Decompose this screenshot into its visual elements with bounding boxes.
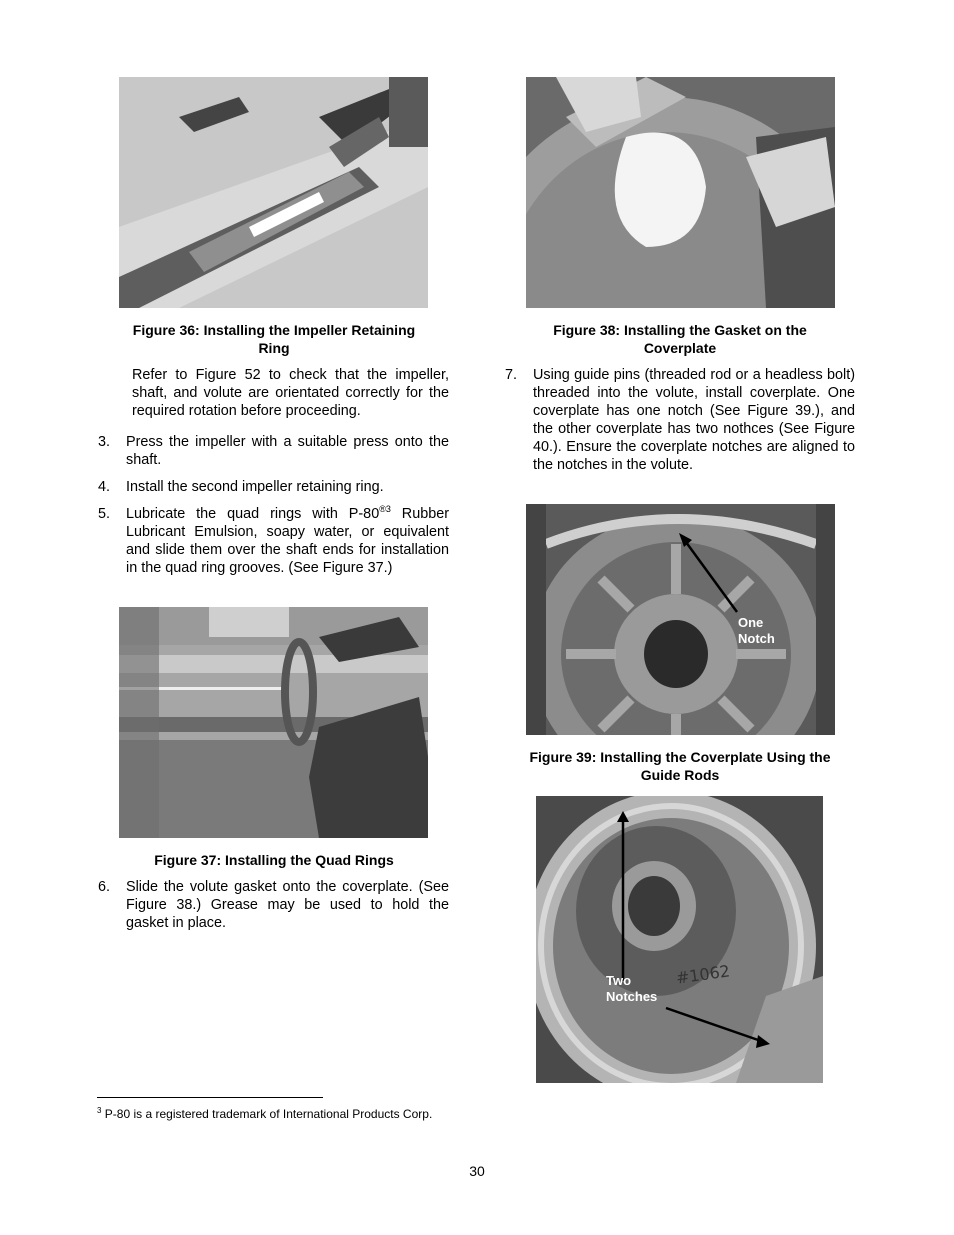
step-text-part: Lubricate the quad rings with P-80 — [126, 506, 380, 522]
figure-39-image — [526, 504, 835, 735]
step-text-part: Rubber Lubricant Emulsion, soapy water, or equivalent and slide them over the shaft ends for installation in the quad ring grooves. (See Figure 37.) — [126, 506, 450, 576]
intro-paragraph: Refer to Figure 52 to check that the impeller, shaft, and volute are orientated correctly for the required rotation before proceeding. — [132, 367, 449, 419]
caption-line: Figure 38: Installing the Gasket on the — [553, 322, 807, 338]
figure-40-image — [536, 796, 823, 1083]
footnote-text: P-80 is a registered trademark of International Products Corp. — [101, 1107, 433, 1121]
two-notches-label — [606, 973, 657, 1005]
figure-38-image — [526, 77, 835, 308]
step-number: 7. — [505, 367, 518, 383]
step-number: 5. — [98, 506, 111, 522]
step-number: 3. — [98, 434, 111, 450]
step-5 — [98, 505, 449, 595]
step-text: Using guide pins (threaded rod or a headless bolt) threaded into the volute, install coverplate. One coverplate has one notch (See Figure 39.), and the other coverplate has two nothces (See Figure 40.). Ensure the coverplate notches are aligned to the notches in the volute. — [533, 367, 855, 473]
step-number: 4. — [98, 479, 111, 495]
step-text: Install the second impeller retaining ring. — [126, 479, 384, 495]
figure-37-caption: Figure 37: Installing the Quad Rings — [154, 852, 394, 868]
step-text — [126, 505, 449, 577]
label-line: Notches — [606, 989, 658, 1004]
figure-37-image — [119, 607, 428, 838]
trademark-superscript: ®3 — [379, 504, 391, 514]
figure-36-image — [119, 77, 428, 308]
caption-line: Ring — [258, 340, 290, 356]
handwritten-marking: #1062 — [674, 961, 732, 988]
step-7 — [505, 366, 855, 492]
figure-38-caption — [503, 321, 857, 357]
footnote-divider — [97, 1097, 323, 1098]
one-notch-label — [738, 615, 775, 647]
step-number: 6. — [98, 879, 111, 895]
caption-line: Figure 36: Installing the Impeller Retaining — [132, 322, 416, 338]
step-text: Press the impeller with a suitable press onto the shaft. — [126, 434, 449, 468]
footnote-marker: 3 — [97, 1106, 102, 1115]
label-line: One — [738, 615, 764, 630]
figure-39-caption — [503, 748, 857, 784]
page-number: 30 — [469, 1163, 485, 1179]
figure-36-caption — [97, 321, 451, 357]
step-6 — [98, 878, 449, 932]
caption-line: Coverplate — [643, 340, 717, 356]
step-text: Slide the volute gasket onto the coverplate. (See Figure 38.) Grease may be used to hold the gasket in place. — [126, 879, 449, 931]
step-4 — [98, 478, 449, 496]
caption-line: Figure 39: Installing the Coverplate Using the — [529, 749, 831, 765]
caption-line: Guide Rods — [640, 767, 720, 783]
step-3 — [98, 433, 449, 469]
label-line: Two — [606, 973, 632, 988]
footnote — [97, 1106, 432, 1122]
label-line: Notch — [738, 631, 775, 646]
